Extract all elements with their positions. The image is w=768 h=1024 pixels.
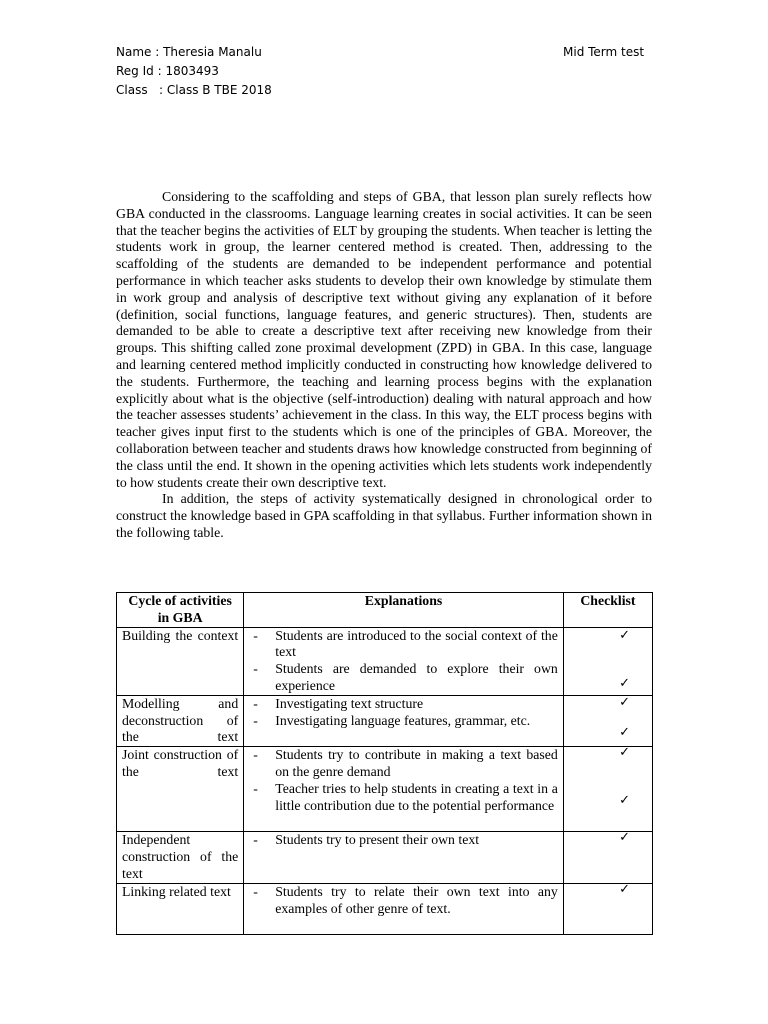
check-mark-icon: ✓ [619, 724, 630, 740]
table-header-row [117, 593, 653, 628]
paragraph-1: Considering to the scaffolding and steps of GBA, that lesson plan surely reflects how GBA conducted in the classrooms. Language learning creates in social activities. It can be seen that the teacher begins the activities of ELT by grouping the students. When teacher is letting the students work in group, the learner centered method is created. Then, addressing to the scaffolding of the students are demanded to be independent performance and potential performance in which teacher asks students to develop their own knowledge by stimulate them in work group and analysis of descriptive text without giving any explanation of it before (definition, social functions, language features, and generic structures). Then, students are demanded to be able to create a descriptive text after receiving new knowledge from their groups. This shifting called zone proximal development (ZPD) in GBA. In this case, language and learning centered method implicitly conducted in constructing how knowledge delivered to the students. Furthermore, the teaching and learning process begins with the explanation explicitly about what is the objective (self-introduction) dealing with natural approach and how the teacher assesses students’ achievement in the class. In this way, the ELT process begins with teacher gives input first to the students which is one of the principles of GBA. Moreover, the collaboration between teacher and students draws how knowledge constructed from beginning of the class until the end. It shown in the opening activities which lets students work independently to how students create their own descriptive text. [116, 189, 652, 490]
header-checklist: Checklist [563, 593, 652, 628]
explanation-item: - Students try to contribute in making a text based on the genre demand [249, 747, 558, 781]
checklist-cell [563, 747, 652, 832]
explanation-item: - Investigating language features, grammar, etc. [249, 713, 558, 730]
explanation-cell [244, 884, 564, 935]
table-row [117, 832, 653, 884]
explanation-cell [244, 747, 564, 832]
class-info: Class : Class B TBE 2018 [116, 83, 272, 97]
header-explanations: Explanations [244, 593, 564, 628]
check-mark-icon: ✓ [619, 882, 630, 898]
table-row [117, 627, 653, 695]
explanation-cell [244, 627, 564, 695]
explanation-cell [244, 695, 564, 746]
checklist-cell [563, 627, 652, 695]
explanation-item: - Students are demanded to explore their own experience [249, 661, 558, 695]
table-row [117, 695, 653, 746]
checklist-cell [563, 695, 652, 746]
check-mark-icon: ✓ [619, 793, 630, 809]
header-cycle: Cycle of activities in GBA [117, 593, 244, 628]
check-mark-icon: ✓ [619, 627, 630, 643]
check-mark-icon: ✓ [619, 694, 630, 710]
check-mark-icon: ✓ [619, 675, 630, 691]
cycle-cell: Building the context [117, 627, 244, 695]
cycle-cell: Modelling and deconstruction of the text [117, 695, 244, 746]
explanation-item: - Investigating text structure [249, 696, 558, 713]
explanation-item: - Students try to present their own text [249, 832, 558, 849]
cycle-cell: Joint construction of the text [117, 747, 244, 832]
explanation-cell [244, 832, 564, 884]
gba-cycle-table [116, 592, 653, 935]
reg-id: Reg Id : 1803493 [116, 64, 219, 78]
explanation-item: - Students are introduced to the social context of the text [249, 628, 558, 662]
explanation-item: - Teacher tries to help students in creating a text in a little contribution due to the potential performance [249, 781, 558, 815]
test-title: Mid Term test [563, 45, 645, 59]
table-row [117, 747, 653, 832]
check-mark-icon: ✓ [619, 745, 630, 761]
paragraph-2: In addition, the steps of activity systematically designed in chronological order to construct the knowledge based in GPA scaffolding in that syllabus. Further information shown in the following table. [116, 491, 652, 540]
essay-body [116, 189, 652, 542]
student-name: Name : Theresia Manalu [116, 45, 262, 59]
table-row [117, 884, 653, 935]
checklist-cell [563, 884, 652, 935]
cycle-cell: Independent construction of the text [117, 832, 244, 884]
cycle-cell: Linking related text [117, 884, 244, 935]
explanation-item: - Students try to relate their own text into any examples of other genre of text. [249, 884, 558, 918]
check-mark-icon: ✓ [619, 830, 630, 846]
checklist-cell [563, 832, 652, 884]
